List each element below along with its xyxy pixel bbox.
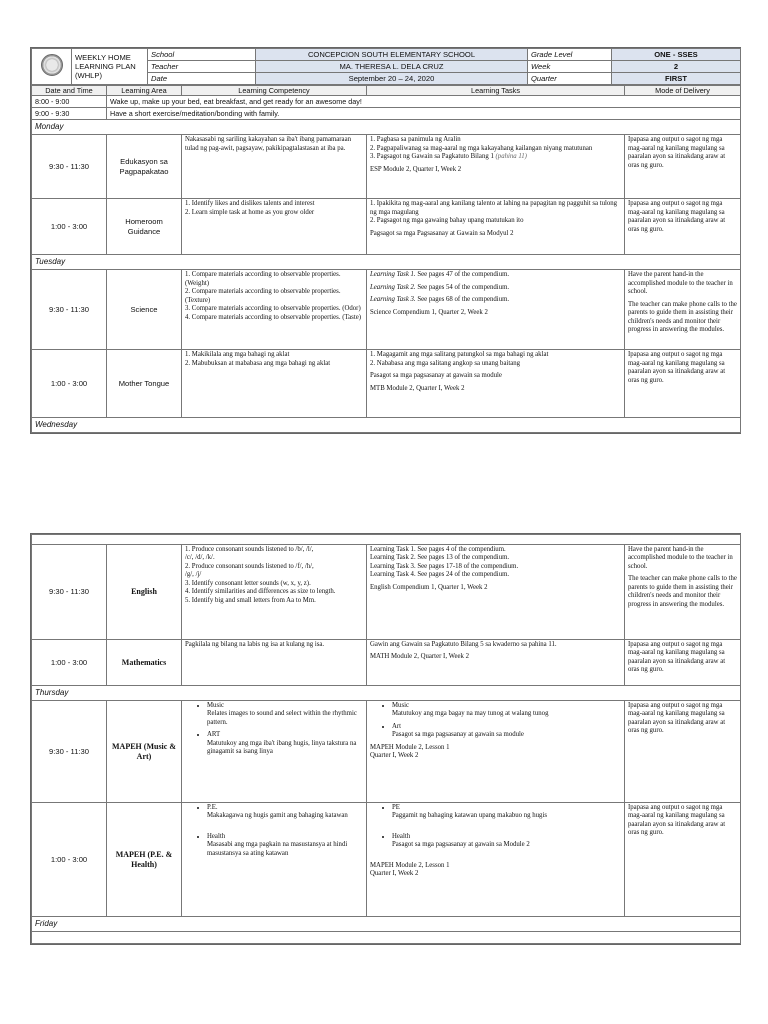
task-reference: Pagsagot sa mga Pagsasanay at Gawain sa Modyul 2 bbox=[370, 229, 514, 237]
schedule-row bbox=[32, 701, 741, 803]
bullet-text: Makakagawa ng hugis gamit ang bahaging katawan bbox=[207, 812, 348, 820]
day-label-wednesday: Wednesday bbox=[32, 418, 741, 433]
task-bullet bbox=[392, 833, 621, 850]
day-label-tuesday: Tuesday bbox=[32, 255, 741, 270]
schedule-row bbox=[32, 640, 741, 686]
plan-page-2 bbox=[30, 533, 741, 945]
col-delivery: Mode of Delivery bbox=[625, 86, 741, 96]
delivery-line: Have the parent hand-in the accomplished module to the teacher in school. bbox=[628, 271, 733, 296]
bullet-label: P.E. bbox=[207, 804, 218, 811]
deped-seal bbox=[32, 49, 72, 85]
row-tasks bbox=[367, 640, 625, 686]
task-bullet bbox=[392, 702, 621, 719]
deped-logo-icon bbox=[41, 54, 63, 76]
routine-time: 8:00 - 9:00 bbox=[32, 96, 107, 108]
task-line: 1. Pagbasa sa panimula ng Aralin bbox=[370, 136, 461, 144]
row-delivery: Ipapasa ang output o sagot ng mga mag-aaral ng kanilang magulang sa paaralan ayon sa itinakdang araw at oras ng guro. bbox=[625, 803, 741, 917]
delivery-line: The teacher can make phone calls to the parents to guide them in assisting their children's needs and monitor their progress in answering the modules. bbox=[628, 300, 737, 334]
competency-line: 3. Identify consonant letter sounds (w, x, y, z). bbox=[185, 579, 311, 587]
task-line: 1. Ipakikita ng mag-aaral ang kanilang talento at lahing na papagitan ng pagguhit sa tulong ng mga magulang bbox=[370, 200, 618, 216]
task-label: Learning Task 3. bbox=[370, 296, 416, 304]
schedule-row bbox=[32, 135, 741, 199]
bullet-label: ART bbox=[207, 731, 221, 739]
task-text: See pages 54 of the compendium. bbox=[417, 283, 510, 291]
task-line: 2. Pagpapaliwanag sa mag-aaral ng mga kakayahang kailangan niyang matutunan bbox=[370, 144, 593, 152]
schedule-row bbox=[32, 270, 741, 350]
schedule-row bbox=[32, 350, 741, 418]
task-text: See pages 47 of the compendium. bbox=[417, 271, 510, 279]
competency-bullet bbox=[207, 833, 363, 858]
date-value: September 20 – 24, 2020 bbox=[256, 73, 528, 85]
row-area: Edukasyon sa Pagpapakatao bbox=[107, 135, 182, 199]
row-delivery bbox=[625, 545, 741, 640]
bullet-label: PE bbox=[392, 804, 400, 811]
row-tasks bbox=[367, 199, 625, 255]
quarter-label: Quarter bbox=[528, 73, 612, 85]
bullet-text: Paggamit ng bahaging katawan upang makabuo ng hugis bbox=[392, 812, 547, 820]
row-tasks bbox=[367, 270, 625, 350]
day-label-friday: Friday bbox=[32, 917, 741, 932]
grade-value: ONE - SSES bbox=[612, 49, 741, 61]
task-bullet bbox=[392, 804, 621, 821]
task-label: Learning Task 1. bbox=[370, 271, 416, 279]
task-reference: MAPEH Module 2, Lesson 1 bbox=[370, 861, 450, 869]
task-page-note: (pahina 11) bbox=[495, 153, 527, 161]
blank-row bbox=[32, 535, 741, 545]
date-label: Date bbox=[148, 73, 256, 85]
row-time: 1:00 - 3:00 bbox=[32, 803, 107, 917]
routine-text: Have a short exercise/meditation/bonding with family. bbox=[107, 108, 741, 120]
task-line: Gawin ang Gawain sa Pagkatuto Bilang 5 sa kwaderno sa pahina 11. bbox=[370, 641, 557, 648]
row-competency bbox=[182, 545, 367, 640]
competency-bullet bbox=[207, 702, 363, 727]
task-reference: MTB Module 2, Quarter I, Week 2 bbox=[370, 384, 465, 392]
row-competency bbox=[182, 803, 367, 917]
delivery-line: Have the parent hand-in the accomplished module to the teacher in school. bbox=[628, 546, 733, 570]
competency-line: 2. Learn simple task at home as you grow older bbox=[185, 208, 315, 216]
plan-body-table bbox=[31, 85, 741, 433]
teacher-label: Teacher bbox=[148, 61, 256, 73]
row-time: 1:00 - 3:00 bbox=[32, 199, 107, 255]
task-label: Learning Task 2. bbox=[370, 283, 416, 291]
task-line: 2. Pagsagot ng mga gawaing bahay upang matutukan ito bbox=[370, 217, 524, 225]
schedule-row bbox=[32, 199, 741, 255]
routine-time: 9:00 - 9:30 bbox=[32, 108, 107, 120]
bullet-label: Music bbox=[392, 702, 409, 709]
row-time: 9:30 - 11:30 bbox=[32, 270, 107, 350]
blank-row bbox=[32, 932, 741, 944]
row-tasks bbox=[367, 701, 625, 803]
week-value: 2 bbox=[612, 61, 741, 73]
row-area: MAPEH (Music & Art) bbox=[107, 701, 182, 803]
row-tasks bbox=[367, 350, 625, 418]
grade-label: Grade Level bbox=[528, 49, 612, 61]
quarter-value: FIRST bbox=[612, 73, 741, 85]
bullet-label: Health bbox=[392, 832, 411, 840]
row-competency bbox=[182, 701, 367, 803]
row-time: 1:00 - 3:00 bbox=[32, 640, 107, 686]
task-line: Learning Task 1. See pages 4 of the compendium. bbox=[370, 546, 506, 553]
competency-line: 2. Mabubuksan at mababasa ang mga bahagi ng aklat bbox=[185, 359, 331, 367]
col-learning-area: Learning Area bbox=[107, 86, 182, 96]
competency-line: 1. Identify likes and dislikes talents and interest bbox=[185, 200, 315, 208]
row-delivery bbox=[625, 270, 741, 350]
day-label-monday: Monday bbox=[32, 120, 741, 135]
task-reference: ESP Module 2, Quarter I, Week 2 bbox=[370, 165, 462, 173]
task-line bbox=[370, 296, 621, 304]
competency-line: 3. Compare materials according to observable properties. (Odor) bbox=[185, 305, 361, 313]
task-reference: MAPEH Module 2, Lesson 1 bbox=[370, 743, 450, 751]
row-area: Homeroom Guidance bbox=[107, 199, 182, 255]
row-area: MAPEH (P.E. & Health) bbox=[107, 803, 182, 917]
row-tasks bbox=[367, 803, 625, 917]
competency-line: 2. Compare materials according to observable properties. (Texture) bbox=[185, 288, 341, 304]
task-text: 3. Pagsagot ng Gawain sa Pagkatuto Bilang 1 bbox=[370, 153, 494, 161]
task-line: Learning Task 3. See pages 17-18 of the compendium. bbox=[370, 562, 519, 570]
task-reference: Pasagot sa mga pagsasanay at gawain sa module bbox=[370, 372, 502, 380]
task-reference: English Compendium 1, Quarter 1, Week 2 bbox=[370, 583, 488, 591]
bullet-text: Pasagot sa mga pagsasanay at gawain sa Module 2 bbox=[392, 841, 530, 849]
row-competency bbox=[182, 270, 367, 350]
plan-header-table bbox=[31, 48, 741, 85]
row-time: 1:00 - 3:00 bbox=[32, 350, 107, 418]
bullet-text: Pasagot sa mga pagsasanay at gawain sa module bbox=[392, 731, 524, 739]
week-label: Week bbox=[528, 61, 612, 73]
competency-bullet bbox=[207, 804, 363, 821]
task-line: 1. Magagamit ang mga salitang patungkol sa mga bahagi ng aklat bbox=[370, 351, 549, 359]
competency-line: 4. Identify similarities and differences as size to length. bbox=[185, 588, 336, 596]
task-bullet bbox=[392, 723, 621, 740]
competency-line: /c/, /d/, /k/. bbox=[185, 554, 215, 562]
plan-title: WEEKLY HOME LEARNING PLAN (WHLP) bbox=[72, 49, 148, 85]
row-time: 9:30 - 11:30 bbox=[32, 701, 107, 803]
row-time: 9:30 - 11:30 bbox=[32, 135, 107, 199]
school-label: School bbox=[148, 49, 256, 61]
col-competency: Learning Competency bbox=[182, 86, 367, 96]
competency-bullet bbox=[207, 731, 363, 756]
task-line: 2. Nababasa ang mga salitang angkop sa unang baitang bbox=[370, 359, 521, 367]
delivery-line: The teacher can make phone calls to the parents to guide them in assisting their children's needs and monitor their progress in answering the modules. bbox=[628, 575, 737, 608]
row-delivery: Ipapasa ang output o sagot ng mga mag-aaral ng kanilang magulang sa paaralan ayon sa itinakdang araw at oras ng guro. bbox=[625, 640, 741, 686]
competency-line: 1. Makikilala ang mga bahagi ng aklat bbox=[185, 351, 290, 359]
competency-line: 1. Produce consonant sounds listened to /b/, /l/, bbox=[185, 546, 314, 553]
row-competency bbox=[182, 350, 367, 418]
row-competency: Pagkilala ng bilang na labis ng isa at kulang ng isa. bbox=[182, 640, 367, 686]
row-competency: Nakasasabi ng sariling kakayahan sa iba't ibang pamamaraan tulad ng pag-awit, pagsayaw, pakikipagtalastasan at iba pa. bbox=[182, 135, 367, 199]
schedule-row bbox=[32, 803, 741, 917]
competency-line: 4. Compare materials according to observable properties. (Taste) bbox=[185, 313, 361, 321]
schedule-row bbox=[32, 545, 741, 640]
school-value: CONCEPCION SOUTH ELEMENTARY SCHOOL bbox=[256, 49, 528, 61]
teacher-value: MA. THERESA L. DELA CRUZ bbox=[256, 61, 528, 73]
task-reference: Quarter I, Week 2 bbox=[370, 870, 419, 878]
bullet-label: Music bbox=[207, 702, 224, 709]
col-tasks: Learning Tasks bbox=[367, 86, 625, 96]
row-time: 9:30 - 11:30 bbox=[32, 545, 107, 640]
col-date-time: Date and Time bbox=[32, 86, 107, 96]
bullet-text: Masasabi ang mga pagkain na masustansya at hindi masustansya sa ating katawan bbox=[207, 841, 348, 857]
row-area: Mathematics bbox=[107, 640, 182, 686]
row-area: Science bbox=[107, 270, 182, 350]
task-reference: Science Compendium 1, Quarter 2, Week 2 bbox=[370, 308, 488, 316]
task-text: See pages 68 of the compendium. bbox=[417, 296, 510, 304]
competency-line: 5. Identify big and small letters from Aa to Mm. bbox=[185, 596, 316, 604]
row-area: Mother Tongue bbox=[107, 350, 182, 418]
task-line bbox=[370, 271, 621, 279]
task-line: Learning Task 2. See pages 13 of the compendium. bbox=[370, 554, 510, 562]
bullet-text: Matutukoy ang mga iba't ibang hugis, linya takstura na ginagamit sa isang linya bbox=[207, 739, 357, 756]
task-reference: MATH Module 2, Quarter I, Week 2 bbox=[370, 653, 469, 661]
task-line bbox=[370, 153, 621, 161]
task-line: Learning Task 4. See pages 24 of the compendium. bbox=[370, 571, 510, 579]
bullet-label: Art bbox=[392, 722, 402, 730]
bullet-text: Matutukoy ang mga bagay na may tunog at walang tunog bbox=[392, 710, 549, 718]
day-label-thursday: Thursday bbox=[32, 686, 741, 701]
plan-body-table-2 bbox=[31, 534, 741, 944]
competency-line: /g/, /j/ bbox=[185, 571, 202, 579]
row-delivery: Ipapasa ang output o sagot ng mga mag-aaral ng kanilang magulang sa paaralan ayon sa itinakdang araw at oras ng guro. bbox=[625, 199, 741, 255]
row-delivery: Ipapasa ang output o sagot ng mga mag-aaral ng kanilang magulang sa paaralan ayon sa itinakdang araw at oras ng guro. bbox=[625, 701, 741, 803]
bullet-label: Health bbox=[207, 832, 226, 840]
row-tasks bbox=[367, 545, 625, 640]
competency-line: 2. Produce consonant sounds listened to /f/, /h/, bbox=[185, 562, 314, 570]
routine-text: Wake up, make up your bed, eat breakfast, and get ready for an awesome day! bbox=[107, 96, 741, 108]
bullet-text: Relates images to sound and select within the rhythmic pattern. bbox=[207, 710, 357, 726]
competency-line: 1. Compare materials according to observable properties. (Weight) bbox=[185, 271, 341, 287]
plan-page-1 bbox=[30, 47, 741, 434]
row-delivery: Ipapasa ang output o sagot ng mga mag-aaral ng kanilang magulang sa paaralan ayon sa itinakdang araw at oras ng guro. bbox=[625, 350, 741, 418]
row-delivery: Ipapasa ang output o sagot ng mga mag-aaral ng kanilang magulang sa paaralan ayon sa itinakdang araw at oras ng guro. bbox=[625, 135, 741, 199]
task-reference: Quarter I, Week 2 bbox=[370, 752, 419, 760]
row-tasks bbox=[367, 135, 625, 199]
row-competency bbox=[182, 199, 367, 255]
task-line bbox=[370, 284, 621, 292]
row-area: English bbox=[107, 545, 182, 640]
